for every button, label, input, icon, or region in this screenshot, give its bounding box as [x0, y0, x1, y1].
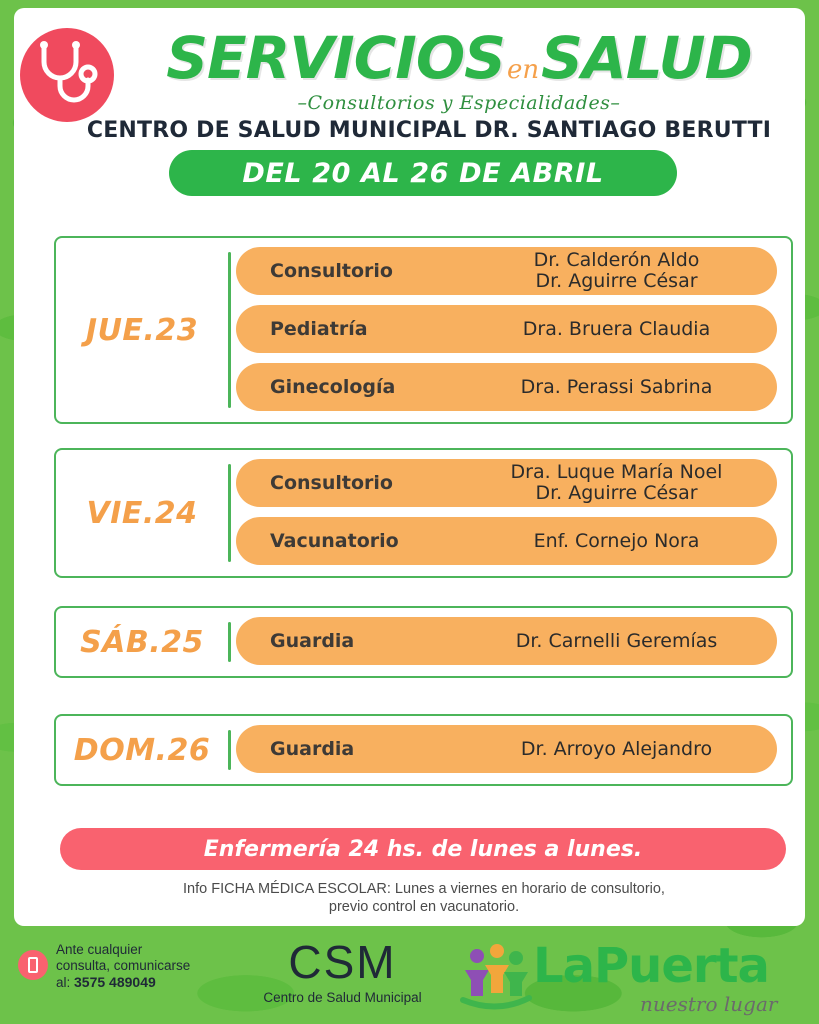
- contact-prefix: al:: [56, 975, 75, 990]
- doctor-name-1: Dr. Calderón Aldo: [533, 249, 700, 271]
- phone-icon: [18, 950, 48, 980]
- doctor-name-1: Enf. Cornejo Nora: [533, 529, 700, 552]
- la-puerta-logo: [455, 934, 805, 1024]
- day-rows: [236, 238, 791, 420]
- service-row: [236, 617, 777, 665]
- doctor-name-2: Dr. Aguirre César: [535, 270, 698, 292]
- doctor-names: [486, 250, 777, 292]
- doctor-name-1: Dra. Luque María Noel: [510, 461, 723, 483]
- doctor-name-1: Dra. Perassi Sabrina: [520, 375, 713, 398]
- service-row: [236, 459, 777, 507]
- doctor-names: [486, 739, 777, 760]
- service-name: Guardia: [270, 738, 355, 760]
- doctor-names: [486, 377, 777, 398]
- title-en: en: [506, 55, 540, 85]
- service-row: [236, 247, 777, 295]
- la-puerta-wordmark: [533, 940, 769, 992]
- service-row: [236, 725, 777, 773]
- poster-card: [14, 8, 805, 926]
- stethoscope-icon: [34, 40, 100, 108]
- day-label: JUE.23: [85, 312, 199, 348]
- doctor-name-1: Dra. Bruera Claudia: [522, 317, 711, 340]
- brand-la: La: [533, 938, 594, 994]
- stethoscope-logo: [20, 28, 114, 122]
- day-divider: [228, 464, 231, 562]
- service-name: Pediatría: [270, 318, 368, 340]
- nursing-banner: Enfermería 24 hs. de lunes a lunes.: [60, 828, 786, 870]
- doctor-name-1: Dr. Carnelli Geremías: [515, 629, 718, 652]
- contact-phone-number: 3575 489049: [74, 974, 156, 990]
- day-label: SÁB.25: [80, 624, 204, 660]
- doctor-names: [486, 462, 777, 504]
- page-subtitle: –Consultorios y Especialidades–: [297, 92, 621, 114]
- brand-puerta: Puerta: [593, 938, 769, 994]
- contact-line-2: consulta, comunicarse: [56, 958, 191, 973]
- doctor-names: [486, 531, 777, 552]
- doctor-names: [486, 631, 777, 652]
- contact-text: [56, 942, 233, 991]
- service-name: Guardia: [270, 630, 355, 652]
- day-divider: [228, 252, 231, 408]
- day-divider: [228, 622, 231, 662]
- note-line-2: previo control en vacunatorio.: [328, 899, 520, 915]
- service-row: [236, 517, 777, 565]
- day-block: [54, 448, 793, 578]
- contact-line-1: Ante cualquier: [56, 942, 143, 957]
- footer: [0, 930, 819, 1024]
- day-rows: [236, 608, 791, 674]
- service-row: [236, 305, 777, 353]
- brand-tagline: nuestro lugar: [640, 992, 778, 1016]
- service-row: [236, 363, 777, 411]
- day-label: VIE.24: [86, 495, 198, 531]
- day-block: [54, 606, 793, 678]
- doctor-names: [486, 319, 777, 340]
- contact-block: [18, 942, 233, 991]
- doctor-name-2: Dr. Aguirre César: [535, 482, 698, 504]
- doctor-name-1: Dr. Arroyo Alejandro: [520, 737, 713, 760]
- title-salud: SALUD: [541, 24, 752, 92]
- csm-caption: Centro de Salud Municipal: [263, 990, 422, 1005]
- title-servicios: SERVICIOS: [166, 24, 505, 92]
- health-center-name: CENTRO DE SALUD MUNICIPAL DR. SANTIAGO BERUTTI: [86, 118, 772, 143]
- date-range-badge: DEL 20 AL 26 DE ABRIL: [169, 150, 677, 196]
- day-label: DOM.26: [73, 732, 211, 768]
- day-divider: [228, 730, 231, 770]
- page-title: [124, 26, 794, 90]
- day-rows: [236, 450, 791, 574]
- csm-logo: [245, 936, 440, 1005]
- day-block: [54, 236, 793, 424]
- csm-monogram: CSM: [288, 936, 397, 988]
- day-block: [54, 714, 793, 786]
- service-name: Consultorio: [270, 260, 393, 282]
- service-name: Ginecología: [270, 376, 396, 398]
- day-rows: [236, 716, 791, 782]
- service-name: Vacunatorio: [270, 530, 399, 552]
- service-name: Consultorio: [270, 472, 393, 494]
- people-icon: [459, 940, 533, 1014]
- note-line-1: Info FICHA MÉDICA ESCOLAR: Lunes a viernes en horario de consultorio,: [183, 881, 665, 897]
- school-record-note: [74, 880, 774, 916]
